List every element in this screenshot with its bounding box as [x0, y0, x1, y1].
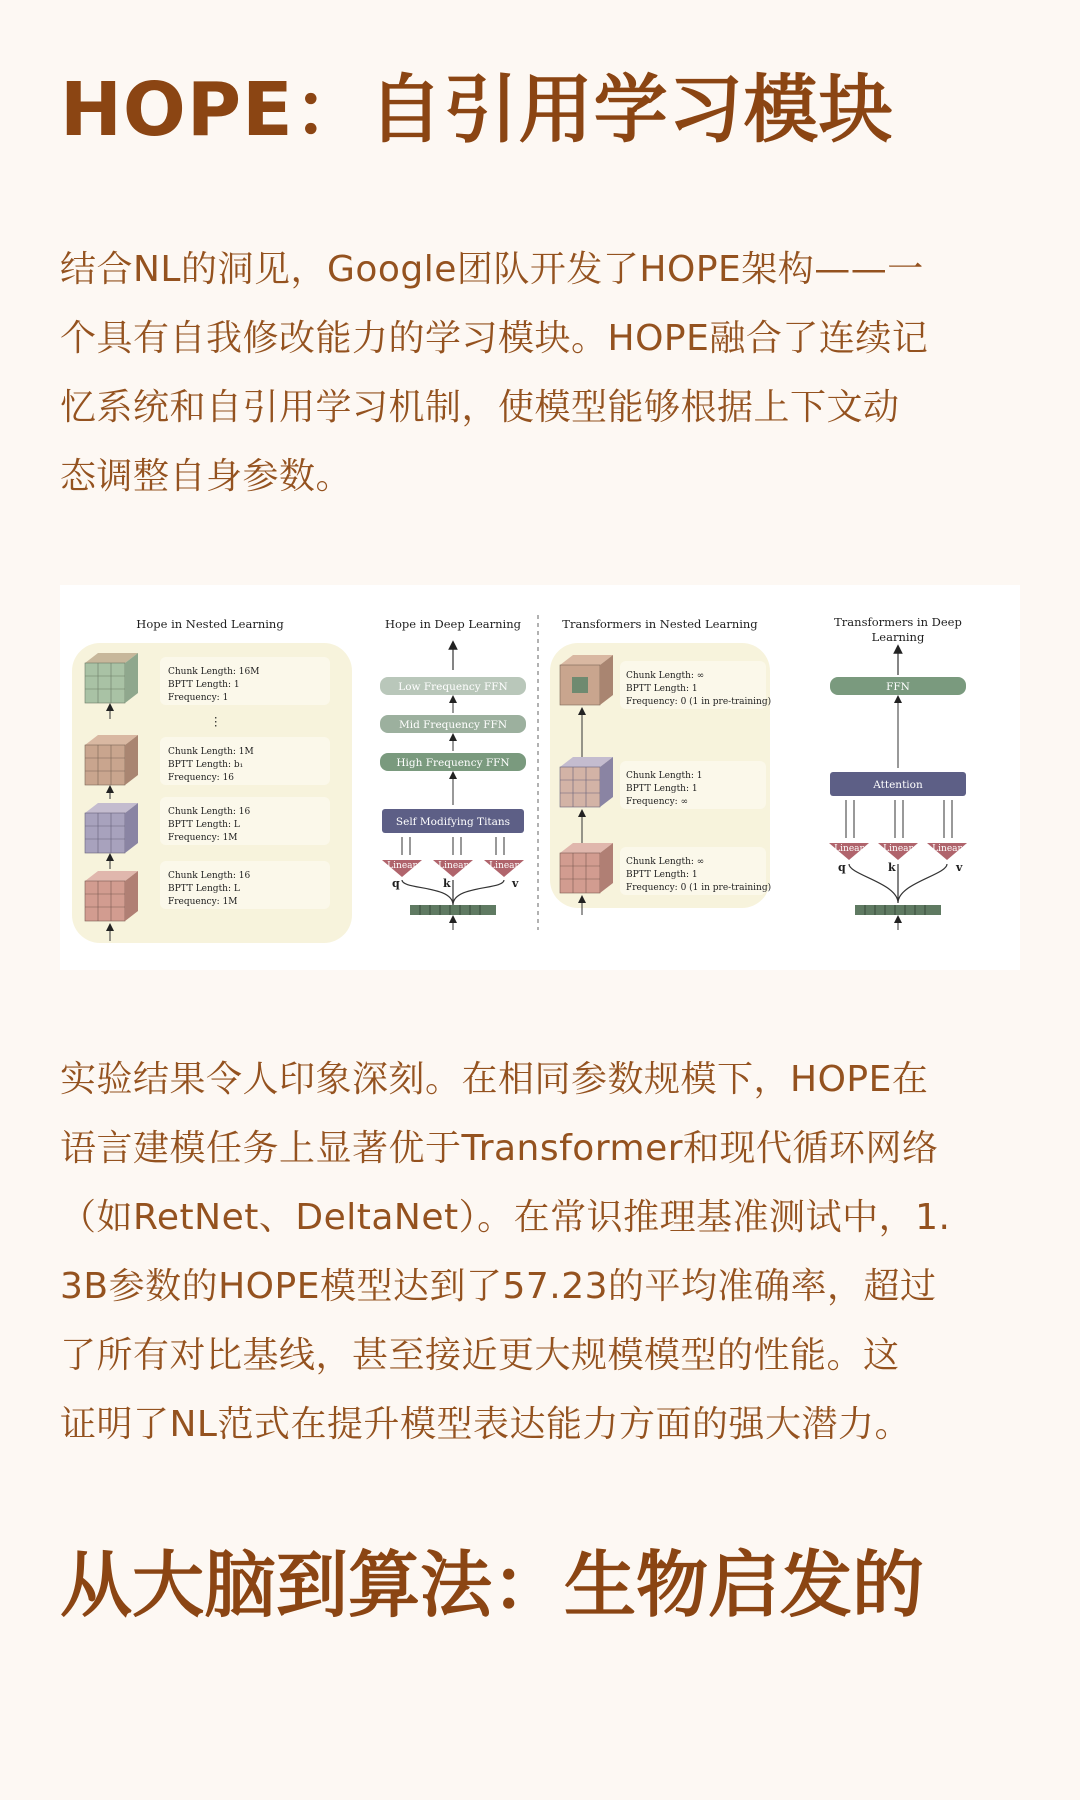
titans-label: Self Modifying Titans [395, 816, 511, 828]
paragraph-line: 实验结果令人印象深刻。在相同参数规模下，HOPE在 [60, 1059, 929, 1100]
linear-label: Linear [387, 861, 417, 871]
paragraph-line: 了所有对比基线，甚至接近更大规模模型的性能。这 [60, 1335, 900, 1376]
level-bptt: BPTT Length: 1 [626, 870, 698, 880]
architecture-diagram [60, 585, 1020, 970]
level-chunk: Chunk Length: ∞ [626, 857, 705, 867]
level-chunk: Chunk Length: 1M [168, 747, 254, 757]
q-label: q [392, 877, 400, 890]
k-label: k [443, 877, 451, 890]
linear-label: Linear [932, 844, 962, 854]
panel-title-line2: Learning [871, 630, 925, 644]
paragraph-line: 证明了NL范式在提升模型表达能力方面的强大潜力。 [60, 1404, 911, 1445]
ffn-label: Low Frequency FFN [398, 681, 508, 693]
panel-hope-deep [380, 617, 526, 930]
memory-cube [560, 843, 613, 893]
memory-cube [85, 803, 138, 853]
level-bptt: BPTT Length: b₁ [168, 760, 244, 770]
section-heading: HOPE：自引用学习模块 [60, 67, 894, 153]
linear-label: Linear [834, 844, 864, 854]
level-frequency: Frequency: 1 [168, 693, 229, 703]
paragraph-line: 个具有自我修改能力的学习模块。HOPE融合了连续记 [60, 318, 929, 359]
paragraph-line: 3B参数的HOPE模型达到了57.23的平均准确率，超过 [60, 1266, 937, 1307]
architecture-figure [60, 585, 1020, 970]
q-label: q [838, 861, 846, 874]
level-frequency: Frequency: 1M [168, 897, 238, 907]
linear-label: Linear [438, 861, 468, 871]
ffn-label: High Frequency FFN [396, 757, 510, 769]
ffn-label: FFN [886, 681, 910, 693]
attention-label: Attention [873, 779, 923, 791]
paragraph-line: 忆系统和自引用学习机制，使模型能够根据上下文动 [60, 387, 900, 428]
memory-cube [85, 653, 138, 703]
level-frequency: Frequency: 0 (1 in pre-training) [626, 883, 772, 893]
ellipsis: ⋮ [210, 714, 222, 728]
panel-title: Transformers in Deep [834, 615, 962, 629]
memory-cube [85, 871, 138, 921]
panel-title: Transformers in Nested Learning [562, 617, 758, 631]
panel-title: Hope in Deep Learning [384, 617, 522, 631]
level-bptt: BPTT Length: L [168, 820, 240, 830]
memory-cube [560, 655, 613, 705]
panel-transformers-nested [550, 617, 771, 915]
level-frequency: Frequency: 0 (1 in pre-training) [626, 697, 772, 707]
paragraph-line: 结合NL的洞见，Google团队开发了HOPE架构——一 [60, 249, 924, 290]
token-sequence [855, 905, 941, 915]
level-chunk: Chunk Length: 16 [168, 871, 251, 881]
v-label: v [956, 861, 963, 874]
v-label: v [512, 877, 519, 890]
ffn-label: Mid Frequency FFN [398, 719, 508, 731]
next-section-heading: 从大脑到算法：生物启发的 [60, 1543, 925, 1627]
level-bptt: BPTT Length: 1 [168, 680, 240, 690]
level-frequency: Frequency: 1M [168, 833, 238, 843]
linear-label: Linear [489, 861, 519, 871]
memory-cube [85, 735, 138, 785]
token-sequence [410, 905, 496, 915]
k-label: k [888, 861, 896, 874]
level-chunk: Chunk Length: 16 [168, 807, 251, 817]
level-frequency: Frequency: ∞ [626, 797, 689, 807]
panel-hope-nested [72, 617, 352, 943]
memory-cube [560, 757, 613, 807]
level-frequency: Frequency: 16 [168, 773, 235, 783]
level-chunk: Chunk Length: 16M [168, 667, 260, 677]
results-paragraph [60, 1045, 1020, 1459]
level-chunk: Chunk Length: 1 [626, 771, 703, 781]
paragraph-line: （如RetNet、DeltaNet）。在常识推理基准测试中，1. [60, 1197, 951, 1238]
paragraph-line: 态调整自身参数。 [60, 456, 353, 497]
paragraph-line: 语言建模任务上显著优于Transformer和现代循环网络 [60, 1128, 939, 1169]
intro-paragraph [60, 235, 1020, 511]
level-bptt: BPTT Length: L [168, 884, 240, 894]
level-bptt: BPTT Length: 1 [626, 684, 698, 694]
level-bptt: BPTT Length: 1 [626, 784, 698, 794]
level-chunk: Chunk Length: ∞ [626, 671, 705, 681]
panel-transformers-deep [829, 615, 967, 930]
panel-title: Hope in Nested Learning [136, 617, 284, 631]
linear-label: Linear [883, 844, 913, 854]
